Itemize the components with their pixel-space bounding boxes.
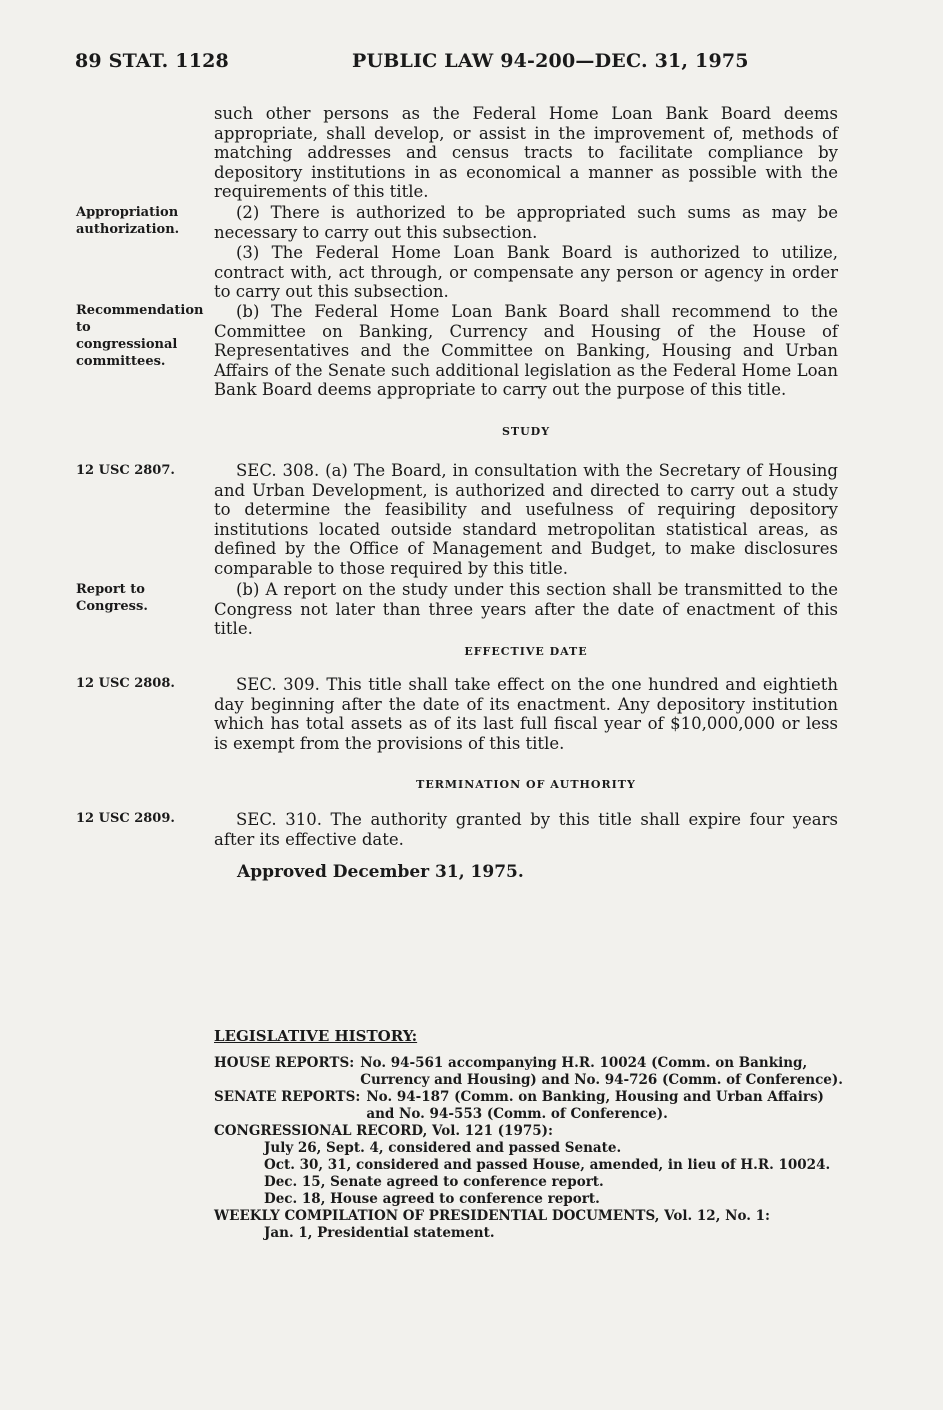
margin-note-appropriation: Appropriation authorization.	[76, 205, 180, 237]
section-309: SEC. 309. This title shall take effect on the one hundred and eightieth day beginning after the date of its enactment. Any depository institution which has total assets as of its last full fiscal year of $10,000,000 or less is exempt from the provisions of this title.	[214, 675, 838, 753]
senate-reports-text: No. 94-187 (Comm. on Banking, Housing and Urban Affairs) and No. 94-553 (Comm. of Conference).	[366, 1089, 824, 1122]
statute-page-number: 89 STAT. 1128	[75, 50, 229, 72]
weekly-compilation-title: WEEKLY COMPILATION OF PRESIDENTIAL DOCUMENTS, Vol. 12, No. 1:	[214, 1208, 770, 1224]
intro-paragraph: such other persons as the Federal Home Loan Bank Board deems appropriate, shall develop, or assist in the improvement of, methods of matching addresses and census tracts to facilitate compliance by depository institutions in as economical a manner as possible with the requirements of this title.	[214, 104, 838, 202]
house-reports-label: HOUSE REPORTS:	[214, 1055, 355, 1071]
approval-date: Approved December 31, 1975.	[237, 862, 524, 882]
section-308a: SEC. 308. (a) The Board, in consultation with the Secretary of Housing and Urban Development, is authorized and directed to carry out a study to determine the feasibility and usefulness of requiring depository institutions located outside standard metropolitan statistical areas, as defined by the Office of Management and Budget, to make disclosures comparable to those required by this title.	[214, 461, 838, 578]
margin-note-12-usc-2807: 12 USC 2807.	[76, 463, 175, 478]
running-header: PUBLIC LAW 94-200—DEC. 31, 1975	[352, 50, 749, 72]
section-308b: (b) A report on the study under this section shall be transmitted to the Congress not later than three years after the date of enactment of this title.	[214, 580, 838, 639]
record-item: Oct. 30, 31, considered and passed House, amended, in lieu of H.R. 10024.	[264, 1157, 831, 1173]
house-reports	[214, 1055, 854, 1089]
senate-reports	[214, 1089, 854, 1123]
heading-study: STUDY	[501, 425, 551, 438]
margin-note-report: Report to Congress.	[76, 582, 148, 614]
paragraph-b: (b) The Federal Home Loan Bank Board shall recommend to the Committee on Banking, Currency and Housing of the House of Representatives and the Committee on Banking, Housing and Urban Affairs of the Senate such additional legislation as the Federal Home Loan Bank Board deems appropriate to carry out the purpose of this title.	[214, 302, 838, 400]
paragraph-a2: (2) There is authorized to be appropriated such sums as may be necessary to carry out this subsection.	[214, 203, 838, 242]
heading-effective-date: EFFECTIVE DATE	[464, 645, 588, 658]
record-item: July 26, Sept. 4, considered and passed Senate.	[264, 1140, 622, 1156]
margin-note-12-usc-2809: 12 USC 2809.	[76, 811, 175, 826]
weekly-compilation-item: Jan. 1, Presidential statement.	[264, 1225, 495, 1241]
senate-reports-label: SENATE REPORTS:	[214, 1089, 361, 1105]
legislative-history-title: LEGISLATIVE HISTORY:	[214, 1027, 418, 1045]
record-item: Dec. 18, House agreed to conference report.	[264, 1191, 600, 1207]
section-310: SEC. 310. The authority granted by this title shall expire four years after its effective date.	[214, 810, 838, 849]
margin-note-12-usc-2808: 12 USC 2808.	[76, 676, 175, 691]
house-reports-text: No. 94-561 accompanying H.R. 10024 (Comm. on Banking, Currency and Housing) and No. 94-726 (Comm. of Conference).	[360, 1055, 843, 1088]
legislative-history	[214, 1028, 854, 1242]
congressional-record-title: CONGRESSIONAL RECORD, Vol. 121 (1975):	[214, 1123, 554, 1139]
record-item: Dec. 15, Senate agreed to conference report.	[264, 1174, 604, 1190]
margin-note-recommendation: Recommendation to congressional committees.	[76, 303, 204, 369]
paragraph-a3: (3) The Federal Home Loan Bank Board is authorized to utilize, contract with, act through, or compensate any person or agency in order to carry out this subsection.	[214, 243, 838, 302]
heading-termination: TERMINATION OF AUTHORITY	[416, 778, 636, 791]
